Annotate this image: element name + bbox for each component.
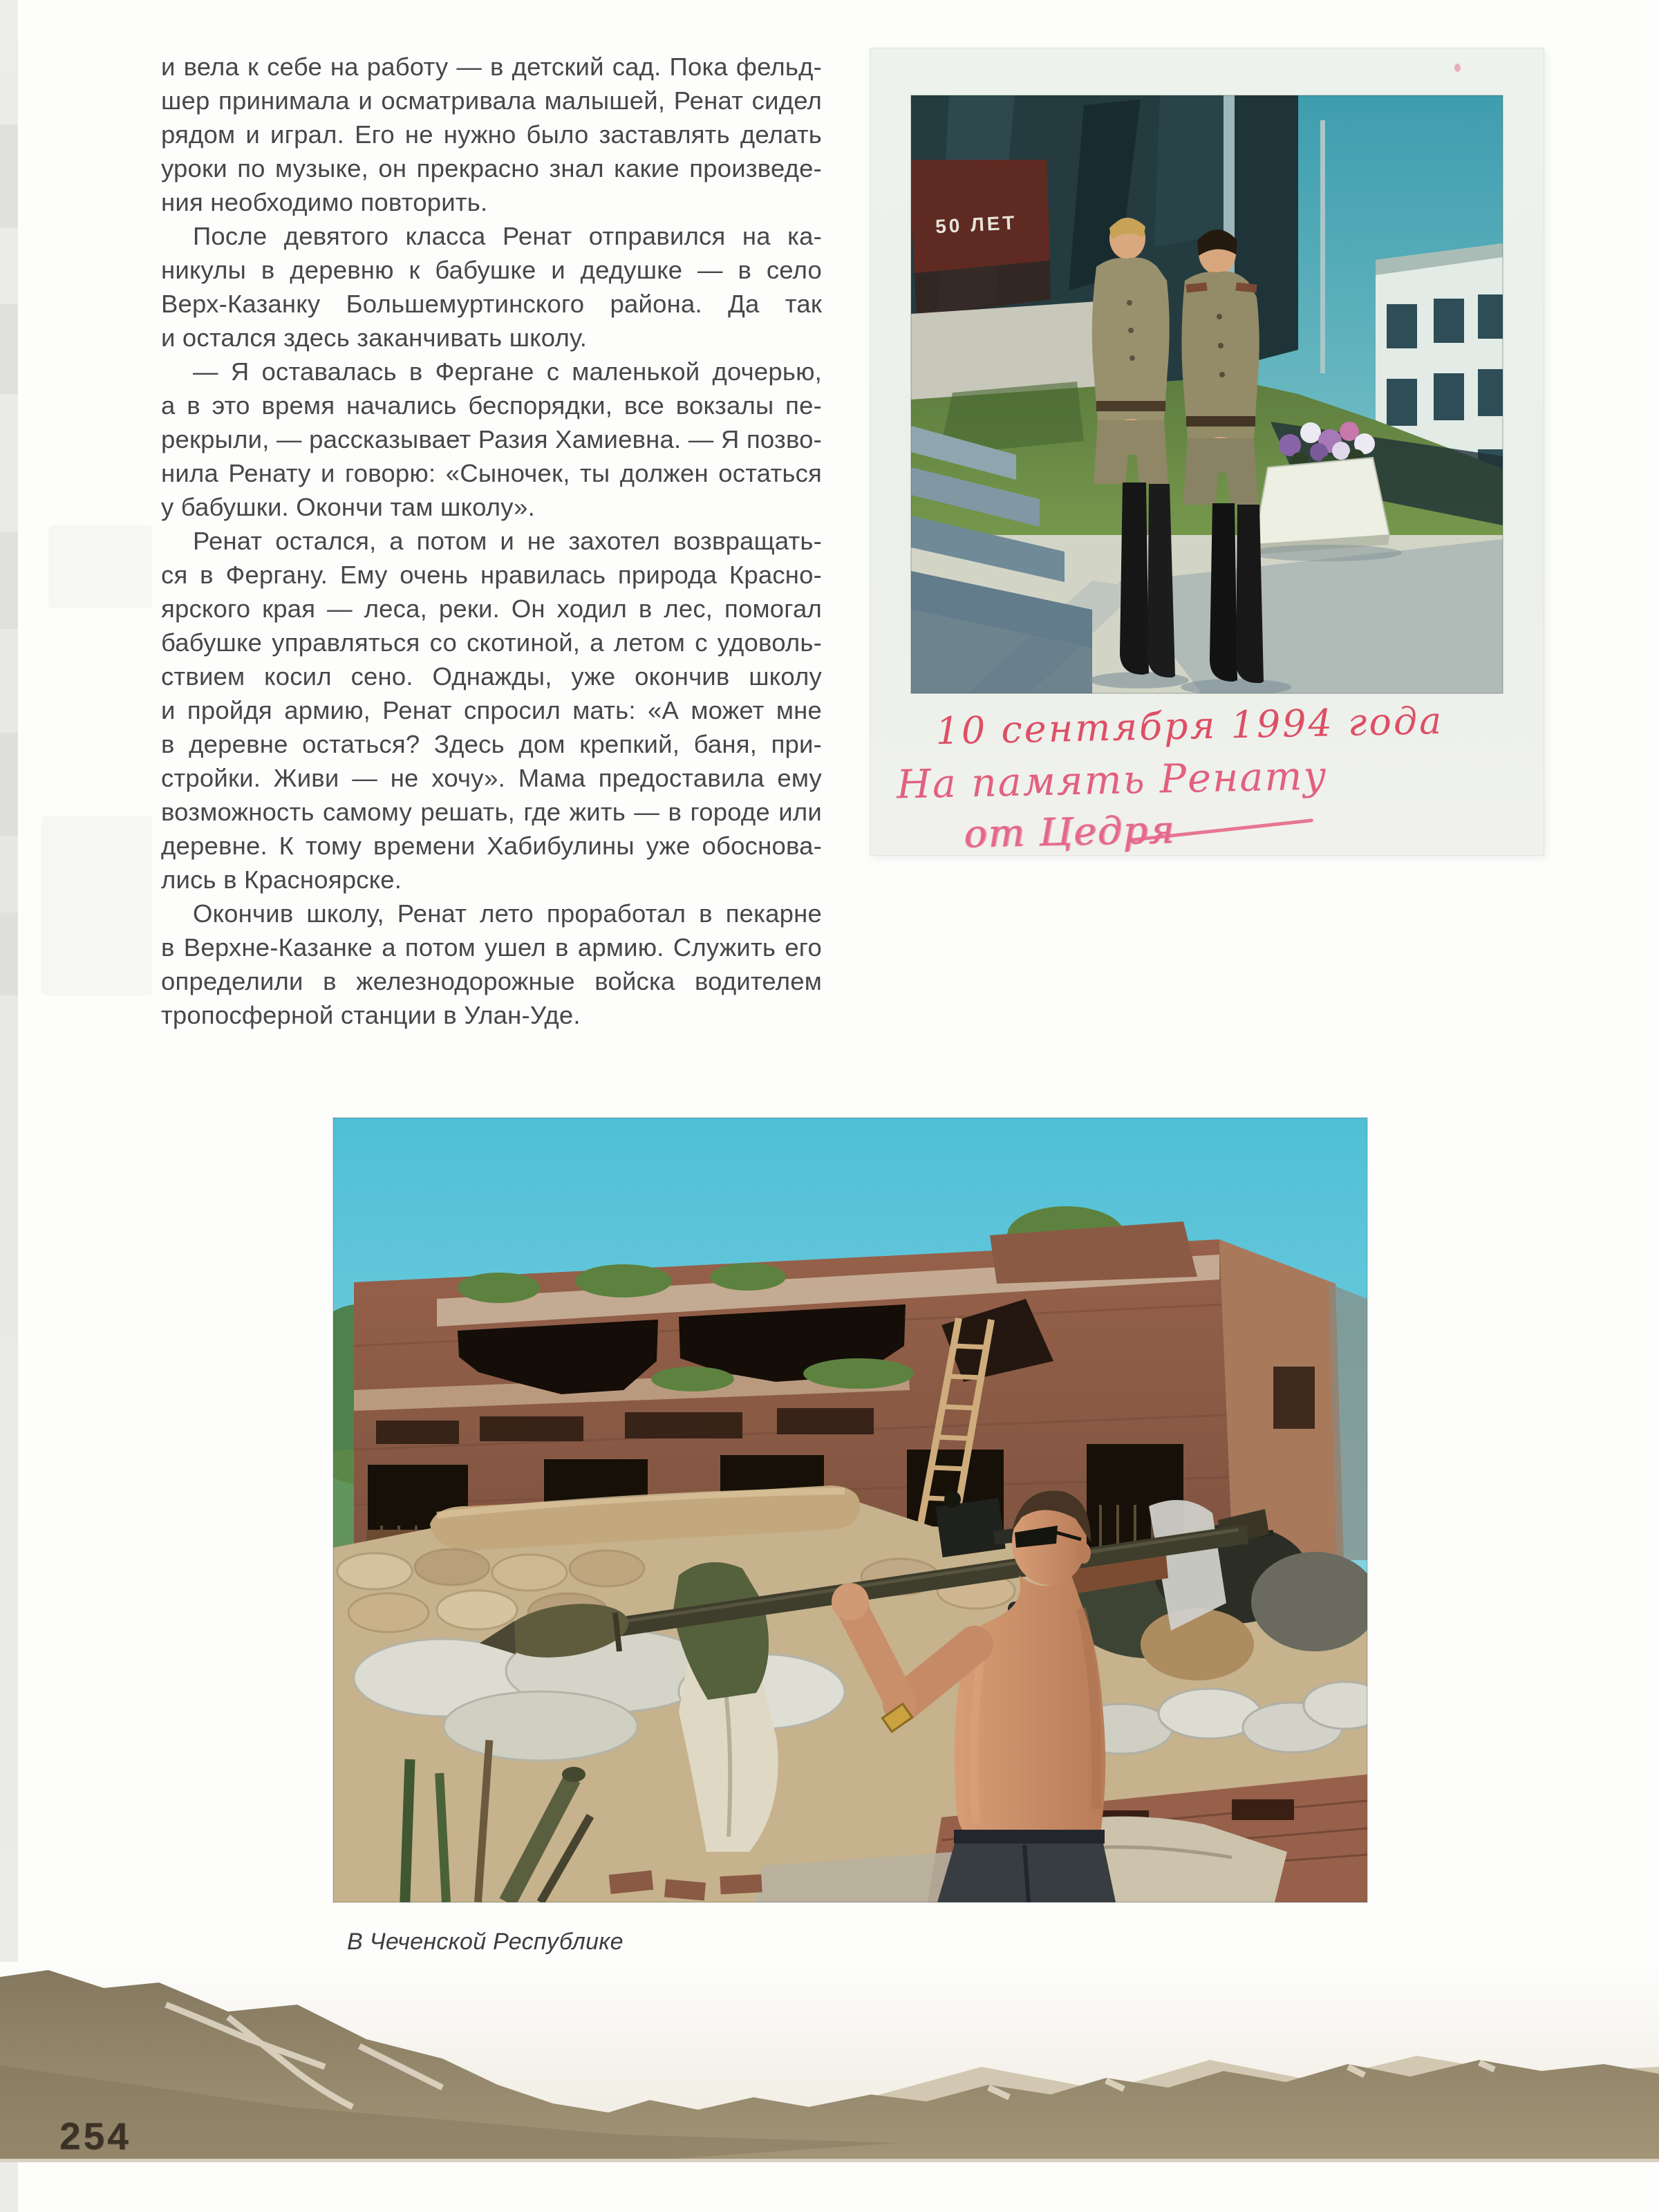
text-line: уроки по музыке, он прекрасно знал какие произведе- xyxy=(161,154,822,182)
strip-bottom-edge xyxy=(0,2159,1659,2162)
text-line: — Я оставалась в Фергане с маленькой дочерью, xyxy=(193,357,822,386)
photo-combat xyxy=(333,1118,1367,1902)
text-line: Ренат остался, а потом и не захотел возвращать- xyxy=(193,527,822,555)
text-line: у бабушки. Окончи там школу». xyxy=(161,493,536,521)
text-line: возможность самому решать, где жить — в городе или xyxy=(161,798,822,826)
page-edge-shadow-segment xyxy=(0,304,18,394)
handwriting-signature: от Цедря xyxy=(963,807,1176,856)
show-through-ghost xyxy=(48,525,152,608)
mural-sign-text: 50 ЛЕТ xyxy=(935,212,1018,238)
page-edge-shadow-segment xyxy=(0,912,18,995)
text-line: ствием косил сено. Однажды, уже окончив школу xyxy=(161,662,822,691)
text-line: лись в Красноярске. xyxy=(161,865,402,894)
page-number: 254 xyxy=(59,2115,131,2157)
trousers xyxy=(937,1830,1116,1902)
two-soldiers-illustration xyxy=(911,95,1503,693)
text-line: Окончив школу, Ренат лето проработал в пекарне xyxy=(193,899,822,928)
text-line: Верх-Казанку Большемуртинского района. Да так xyxy=(161,290,822,318)
photo-caption: В Чеченской Республике xyxy=(347,1929,624,1955)
photo-polaroid xyxy=(870,48,1544,855)
page-edge-shadow-segment xyxy=(0,124,18,228)
text-line: никулы в деревню к бабушке и дедушке — в село xyxy=(161,256,822,284)
text-line: ярского края — леса, реки. Он ходил в лес, помогал xyxy=(161,594,822,623)
text-line: рядом и играл. Его не нужно было заставлять делать xyxy=(161,120,822,149)
handwriting-line: 10 сентября 1994 года xyxy=(935,698,1444,753)
text-line: После девятого класса Ренат отправился на ка- xyxy=(193,222,822,250)
page-edge-shadow-segment xyxy=(0,532,18,629)
text-line: шер принимала и осматривала малышей, Ренат сидел xyxy=(161,86,822,115)
photo-two-soldiers xyxy=(911,95,1503,693)
text-line: нила Ренату и говорю: «Сыночек, ты должен остаться xyxy=(161,459,822,487)
show-through-ghost xyxy=(41,816,152,995)
text-line: стройки. Живи — не хочу». Мама предоставила ему xyxy=(161,764,822,792)
text-line: деревне. К тому времени Хабибулины уже обоснова- xyxy=(161,832,822,860)
text-line: тропосферной станции в Улан-Уде. xyxy=(161,1001,581,1029)
text-line: в деревне остаться? Здесь дом крепкий, баня, при- xyxy=(161,730,822,758)
combat-illustration xyxy=(333,1118,1367,1902)
handwriting-line: На память Ренату xyxy=(896,753,1329,808)
text-line: а в это время начались беспорядки, все вокзалы пе- xyxy=(161,391,822,420)
handwriting-line xyxy=(964,800,1528,856)
text-line: рекрыли, — рассказывает Разия Хамиевна. — Я позво- xyxy=(161,425,822,453)
text-line: определили в железнодорожные войска водителем xyxy=(161,967,822,995)
text-line: в Верхне-Казанке а потом ушел в армию. Служить его xyxy=(161,933,822,962)
mural-sign xyxy=(911,153,1055,317)
article-text xyxy=(161,50,822,1032)
text-line: ся в Фергану. Ему очень нравилась природа Красно- xyxy=(161,561,822,589)
ink-smudge xyxy=(1454,64,1461,72)
text-line: бабушке управляться со скотиной, а летом с удоволь- xyxy=(161,628,822,657)
text-line: ния необходимо повторить. xyxy=(161,188,488,216)
text-line: и остался здесь заканчивать школу. xyxy=(161,324,588,352)
handwritten-dedication xyxy=(890,697,1528,857)
text-line: и пройдя армию, Ренат спросил мать: «А может мне xyxy=(161,696,822,724)
page-edge-shadow-segment xyxy=(0,733,18,836)
text-line: и вела к себе на работу — в детский сад. Пока фельд- xyxy=(161,53,822,81)
mountain-strip xyxy=(0,1962,1659,2162)
